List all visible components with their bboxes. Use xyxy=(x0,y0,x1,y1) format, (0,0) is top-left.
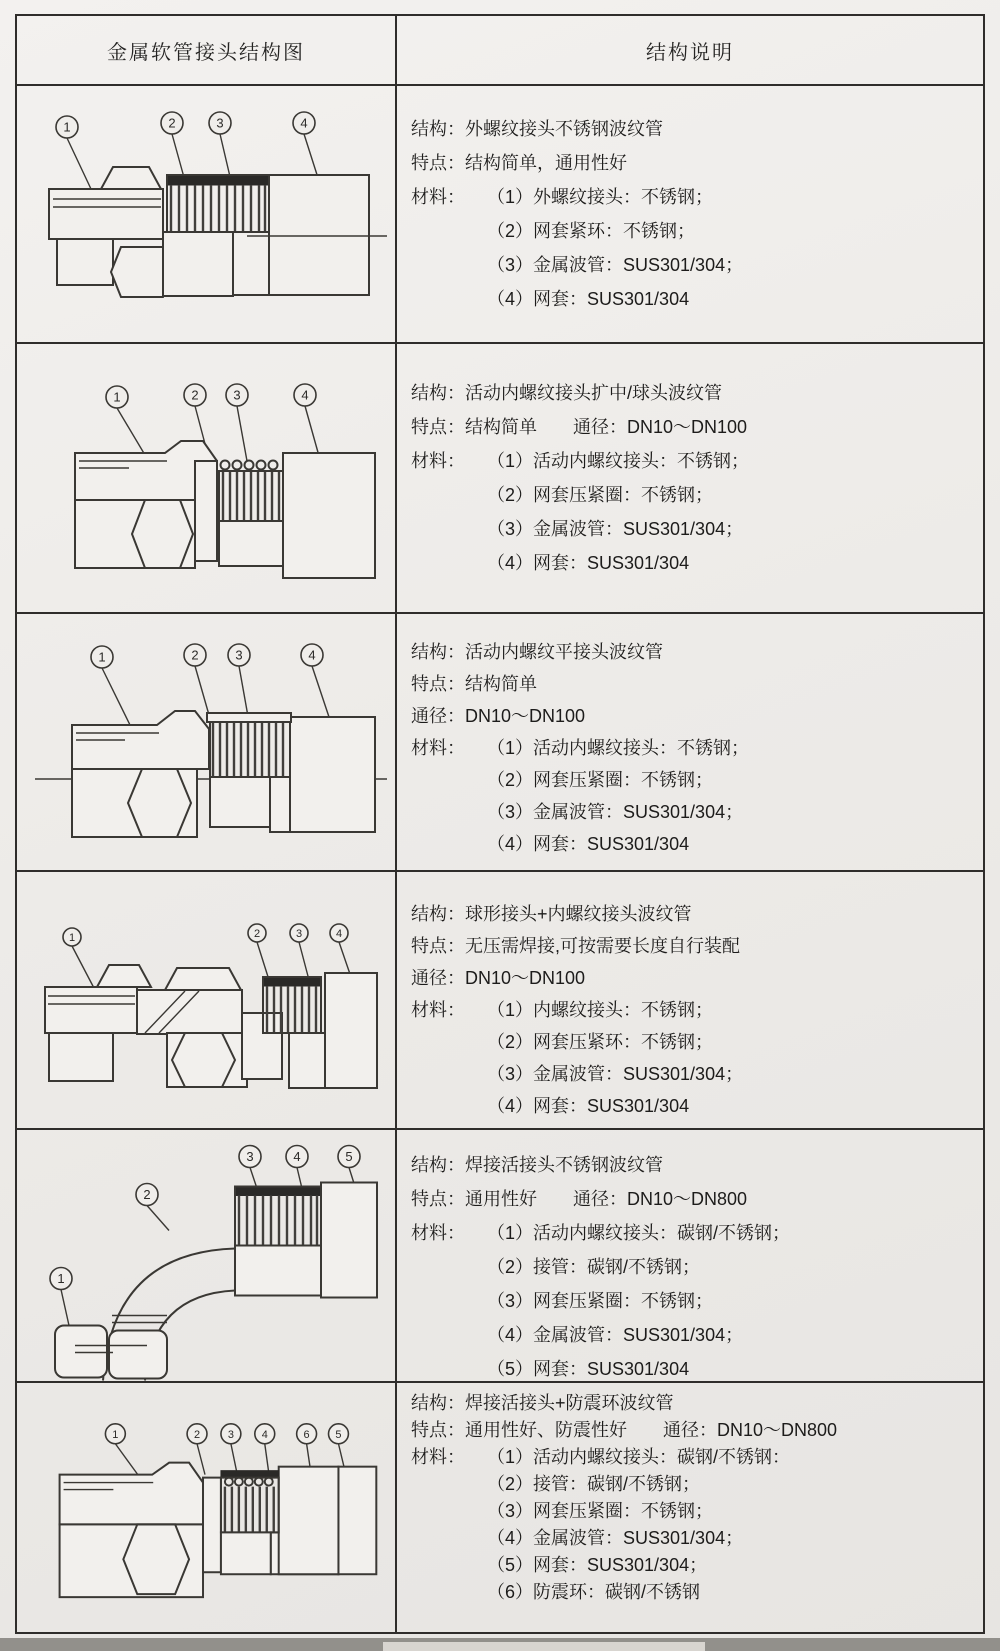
callout-2-icon xyxy=(184,384,206,406)
material-item: （1）活动内螺纹接头：不锈钢； xyxy=(487,451,750,471)
description-row6 xyxy=(397,1383,983,1632)
svg-text:2: 2 xyxy=(143,1187,151,1202)
material-item: （4）金属波管：SUS301/304； xyxy=(487,1325,744,1345)
callout-1-icon xyxy=(105,1424,125,1444)
feature-line: 特点：通用性好、防震性好 通径：DN10～DN800 xyxy=(411,1420,838,1440)
swivel-nut-hose-diagram xyxy=(17,344,395,612)
svg-text:1: 1 xyxy=(113,389,121,405)
hose-diagram-row3 xyxy=(17,614,397,872)
material-item: （3）网套压紧圈：不锈钢； xyxy=(487,1501,714,1521)
hose-diagram-row2 xyxy=(17,344,397,614)
svg-text:2: 2 xyxy=(253,928,261,940)
callout-1-icon xyxy=(63,928,81,946)
material-item: （5）网套：SUS301/304 xyxy=(487,1359,690,1379)
material-item: （4）网套：SUS301/304 xyxy=(487,553,690,573)
svg-text:2: 2 xyxy=(168,115,176,131)
svg-text:4: 4 xyxy=(261,1428,268,1441)
materials-block xyxy=(411,180,977,316)
callout-2-icon xyxy=(187,1424,207,1444)
svg-text:2: 2 xyxy=(191,387,199,403)
callout-3-icon xyxy=(221,1424,241,1444)
material-item: （3）金属波管：SUS301/304； xyxy=(487,802,744,822)
header-description-column: 结构说明 xyxy=(397,16,983,86)
material-item: （2）网套压紧环：不锈钢； xyxy=(487,1032,714,1052)
hose-diagram-row5 xyxy=(17,1130,397,1383)
callout-4-icon xyxy=(301,644,323,666)
header-diagram-column: 金属软管接头结构图 xyxy=(17,16,397,86)
materials-label: 材料： xyxy=(411,187,465,207)
material-item: （3）网套压紧圈：不锈钢； xyxy=(487,1291,714,1311)
material-item: （3）金属波管：SUS301/304； xyxy=(487,255,744,275)
material-item: （2）网套紧环：不锈钢； xyxy=(487,221,696,241)
description-row5 xyxy=(397,1130,983,1383)
svg-text:4: 4 xyxy=(308,647,316,663)
materials-label: 材料： xyxy=(411,451,465,471)
structure-line: 结构：焊接活接头+防震环波纹管 xyxy=(411,1393,674,1413)
material-item: （2）接管：碳钢/不锈钢； xyxy=(487,1257,701,1277)
callout-5-icon xyxy=(329,1424,349,1444)
description-row2 xyxy=(397,344,983,614)
material-item: （1）外螺纹接头：不锈钢； xyxy=(487,187,714,207)
male-thread-hose-diagram xyxy=(17,86,395,342)
svg-text:6: 6 xyxy=(303,1428,310,1441)
ball-joint-hose-diagram xyxy=(17,872,395,1128)
feature-line: 特点：结构简单，通用性好 xyxy=(411,153,627,173)
description-row4 xyxy=(397,872,983,1130)
callout-2-icon xyxy=(136,1184,158,1206)
svg-text:3: 3 xyxy=(295,928,303,940)
callout-4-icon xyxy=(293,112,315,134)
materials-label: 材料： xyxy=(411,1000,465,1020)
svg-text:3: 3 xyxy=(227,1428,234,1441)
callout-4-icon xyxy=(286,1146,308,1168)
materials-block xyxy=(411,732,977,860)
material-item: （4）网套：SUS301/304 xyxy=(487,289,690,309)
material-item: （1）活动内螺纹接头：碳钢/不锈钢； xyxy=(487,1223,791,1243)
anti-vibration-hose-diagram xyxy=(17,1383,395,1632)
svg-text:1: 1 xyxy=(57,1271,65,1286)
svg-text:1: 1 xyxy=(68,932,76,944)
next-table-edge-hint xyxy=(383,1642,705,1651)
svg-text:3: 3 xyxy=(235,647,243,663)
hose-diagram-row6 xyxy=(17,1383,397,1632)
callout-4-icon xyxy=(255,1424,275,1444)
material-item: （2）网套压紧圈：不锈钢； xyxy=(487,485,714,505)
svg-text:1: 1 xyxy=(63,119,71,135)
callout-4-icon xyxy=(330,924,348,942)
material-item: （3）金属波管：SUS301/304； xyxy=(487,519,744,539)
svg-text:2: 2 xyxy=(191,647,199,663)
svg-text:4: 4 xyxy=(335,928,343,940)
callout-1-icon xyxy=(91,646,113,668)
svg-text:1: 1 xyxy=(112,1428,119,1441)
materials-label: 材料： xyxy=(411,1223,465,1243)
structure-line: 结构：焊接活接头不锈钢波纹管 xyxy=(411,1155,663,1175)
callout-2-icon xyxy=(184,644,206,666)
callout-4-icon xyxy=(294,384,316,406)
hose-diagram-row4 xyxy=(17,872,397,1130)
svg-text:3: 3 xyxy=(246,1149,254,1164)
materials-block xyxy=(411,1216,977,1383)
diameter-line: 通径：DN10～DN100 xyxy=(411,968,586,988)
svg-text:4: 4 xyxy=(301,387,309,403)
svg-text:1: 1 xyxy=(98,649,106,665)
diameter-line: 通径：DN10～DN100 xyxy=(411,706,586,726)
material-item: （4）网套：SUS301/304 xyxy=(487,1096,690,1116)
material-item: （4）金属波管：SUS301/304； xyxy=(487,1528,744,1548)
callout-1-icon xyxy=(106,386,128,408)
structure-line: 结构：球形接头+内螺纹接头波纹管 xyxy=(411,904,692,924)
material-item: （6）防震环：碳钢/不锈钢 xyxy=(487,1582,701,1602)
materials-block xyxy=(411,444,977,580)
material-item: （2）接管：碳钢/不锈钢； xyxy=(487,1474,701,1494)
callout-3-icon xyxy=(209,112,231,134)
material-item: （3）金属波管：SUS301/304； xyxy=(487,1064,744,1084)
svg-text:3: 3 xyxy=(233,387,241,403)
callout-3-icon xyxy=(290,924,308,942)
materials-label: 材料： xyxy=(411,738,465,758)
welded-elbow-hose-diagram xyxy=(17,1130,395,1381)
svg-text:4: 4 xyxy=(293,1149,301,1164)
structure-line: 结构：活动内螺纹平接头波纹管 xyxy=(411,642,663,662)
material-item: （5）网套：SUS301/304； xyxy=(487,1555,708,1575)
feature-line: 特点：通用性好 通径：DN10～DN800 xyxy=(411,1189,748,1209)
material-item: （4）网套：SUS301/304 xyxy=(487,834,690,854)
svg-text:2: 2 xyxy=(193,1428,201,1441)
materials-block xyxy=(411,994,977,1122)
callout-2-icon xyxy=(161,112,183,134)
material-item: （1）内螺纹接头：不锈钢； xyxy=(487,1000,714,1020)
feature-line: 特点：结构简单 xyxy=(411,674,537,694)
structure-line: 结构：活动内螺纹接头扩中/球头波纹管 xyxy=(411,383,722,403)
hose-diagram-row1 xyxy=(17,86,397,344)
material-item: （1）活动内螺纹接头：碳钢/不锈钢： xyxy=(487,1447,791,1467)
structure-line: 结构：外螺纹接头不锈钢波纹管 xyxy=(411,119,663,139)
callout-6-icon xyxy=(297,1424,317,1444)
callout-1-icon xyxy=(56,116,78,138)
description-row3 xyxy=(397,614,983,872)
flat-swivel-hose-diagram xyxy=(17,614,395,870)
callout-2-icon xyxy=(248,924,266,942)
feature-line: 特点：结构简单 通径：DN10～DN100 xyxy=(411,417,748,437)
callout-3-icon xyxy=(228,644,250,666)
callout-1-icon xyxy=(50,1268,72,1290)
callout-5-icon xyxy=(338,1146,360,1168)
callout-3-icon xyxy=(239,1146,261,1168)
material-item: （1）活动内螺纹接头：不锈钢； xyxy=(487,738,750,758)
svg-text:4: 4 xyxy=(300,115,308,131)
callout-3-icon xyxy=(226,384,248,406)
svg-text:3: 3 xyxy=(216,115,224,131)
spec-table xyxy=(15,14,985,1634)
materials-label: 材料： xyxy=(411,1447,465,1467)
materials-block xyxy=(411,1444,977,1606)
svg-text:5: 5 xyxy=(345,1149,353,1164)
feature-line: 特点：无压需焊接,可按需要长度自行装配 xyxy=(411,936,740,956)
material-item: （2）网套压紧圈：不锈钢； xyxy=(487,770,714,790)
svg-text:5: 5 xyxy=(335,1428,342,1441)
description-row1 xyxy=(397,86,983,344)
